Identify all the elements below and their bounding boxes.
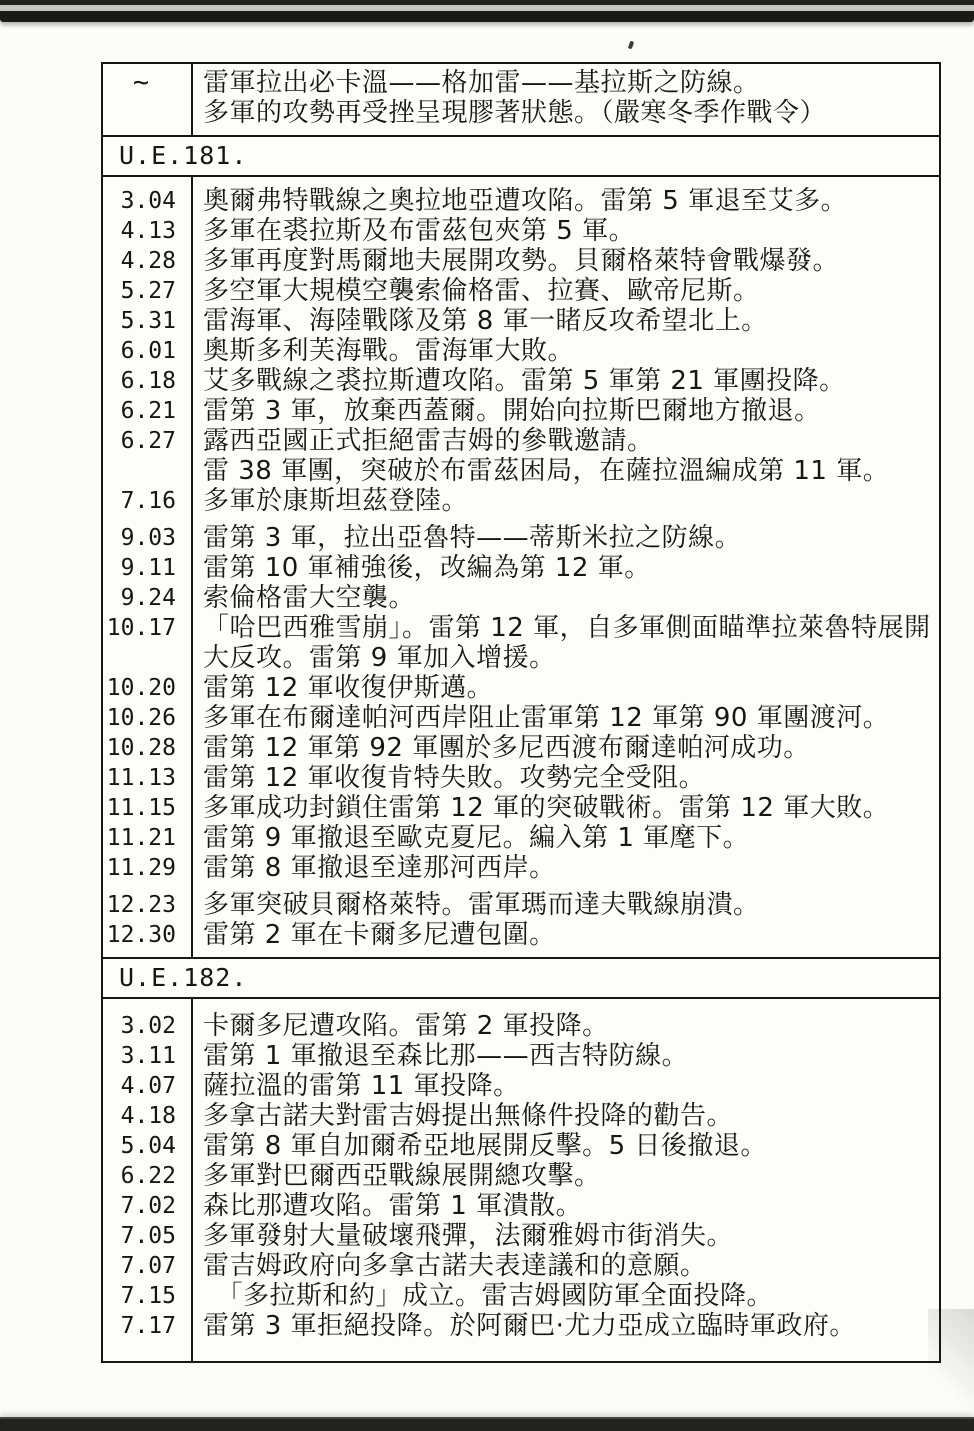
scan-speck — [628, 41, 634, 50]
row-date: 7.17 — [120, 1313, 176, 1339]
row-text: 雷第 8 軍撤退至達那河西岸。 — [203, 853, 556, 883]
row-text: 多軍在裘拉斯及布雷茲包夾第 5 軍。 — [203, 216, 636, 246]
row-text: 多軍成功封鎖住雷第 12 軍的突破戰術。雷第 12 軍大敗。 — [203, 793, 890, 823]
row-date: 3.04 — [120, 188, 176, 214]
timeline-row — [103, 1011, 939, 1041]
timeline-row — [103, 733, 939, 763]
timeline-row — [103, 523, 939, 553]
row-date: 4.13 — [120, 218, 176, 244]
timeline-row — [103, 703, 939, 733]
row-text: 雷第 9 軍撤退至歐克夏尼。編入第 1 軍麾下。 — [203, 823, 750, 853]
row-text: 雷第 2 軍在卡爾多尼遭包圍。 — [203, 920, 556, 950]
row-date: 3.11 — [120, 1043, 176, 1069]
row-text: 雷第 3 軍拒絕投降。於阿爾巴·尤力亞成立臨時軍政府。 — [203, 1311, 856, 1341]
row-text: 「多拉斯和約」成立。雷吉姆國防軍全面投降。 — [203, 1281, 774, 1311]
timeline-row — [103, 553, 939, 583]
row-text: 雷第 8 軍自加爾希亞地展開反擊。5 日後撤退。 — [203, 1131, 767, 1161]
row-date: 7.05 — [120, 1223, 176, 1249]
timeline-row — [103, 336, 939, 366]
row-text: 卡爾多尼遭攻陷。雷第 2 軍投降。 — [203, 1011, 609, 1041]
row-text: 多軍發射大量破壞飛彈，法爾雅姆市街消失。 — [203, 1221, 734, 1251]
row-date: 10.20 — [106, 675, 176, 701]
row-date: 11.21 — [106, 825, 176, 851]
row-date: 6.01 — [120, 338, 176, 364]
timeline-row — [103, 246, 939, 276]
era-181-rows — [103, 177, 939, 957]
row-text: 雷第 1 軍撤退至森比那——西吉特防線。 — [203, 1041, 689, 1071]
timeline-row — [103, 920, 939, 950]
timeline-row — [103, 486, 939, 516]
row-text: 奧斯多利芙海戰。雷海軍大敗。 — [203, 336, 575, 366]
row-date: 9.03 — [120, 525, 176, 551]
row-date: 6.21 — [120, 398, 176, 424]
timeline-row — [103, 456, 939, 486]
row-date: 12.23 — [106, 892, 176, 918]
row-date: 7.07 — [120, 1253, 176, 1279]
intro-row — [103, 64, 939, 135]
timeline-row — [103, 1131, 939, 1161]
row-text: 多軍突破貝爾格萊特。雷軍瑪而達夫戰線崩潰。 — [203, 890, 760, 920]
row-date: 6.27 — [120, 428, 176, 454]
timeline-row — [103, 1251, 939, 1281]
intro-line-1: 雷軍拉出必卡溫——格加雷——基拉斯之防線。 — [203, 68, 760, 98]
era-heading-182: U.E.182. — [103, 957, 939, 999]
row-date: 5.04 — [120, 1133, 176, 1159]
row-text: 雷第 12 軍第 92 軍團於多尼西渡布爾達帕河成功。 — [203, 733, 810, 763]
era-heading-181: U.E.181. — [103, 135, 939, 177]
row-text: 多軍再度對馬爾地夫展開攻勢。貝爾格萊特會戰爆發。 — [203, 246, 840, 276]
row-text: 雷第 12 軍收復伊斯邁。 — [203, 673, 494, 703]
row-text: 多拿古諾夫對雷吉姆提出無條件投降的勸告。 — [203, 1101, 734, 1131]
row-text: 薩拉溫的雷第 11 軍投降。 — [203, 1071, 520, 1101]
timeline-row — [103, 396, 939, 426]
row-date: 6.22 — [120, 1163, 176, 1189]
row-date: 4.07 — [120, 1073, 176, 1099]
row-date: 4.28 — [120, 248, 176, 274]
timeline-row — [103, 613, 939, 673]
timeline-row — [103, 426, 939, 456]
row-date: 11.13 — [106, 765, 176, 791]
row-text: 雷第 3 軍，放棄西蓋爾。開始向拉斯巴爾地方撤退。 — [203, 396, 821, 426]
row-date: 5.27 — [120, 278, 176, 304]
row-text: 雷第 3 軍，拉出亞魯特——蒂斯米拉之防線。 — [203, 523, 742, 553]
row-date: 9.11 — [120, 555, 176, 581]
column-divider — [191, 177, 193, 957]
row-text: 雷第 12 軍收復肯特失敗。攻勢完全受阻。 — [203, 763, 706, 793]
row-text: 多軍在布爾達帕河西岸阻止雷軍第 12 軍第 90 軍團渡河。 — [203, 703, 890, 733]
intro-date: ~ — [132, 67, 150, 98]
row-date: 7.16 — [120, 488, 176, 514]
page-edge-bottom-bar — [0, 1417, 974, 1431]
row-text: 艾多戰線之裘拉斯遭攻陷。雷第 5 軍第 21 軍團投降。 — [203, 366, 846, 396]
era-182-rows — [103, 999, 939, 1361]
row-text: 露西亞國正式拒絕雷吉姆的參戰邀請。 — [203, 426, 654, 456]
timeline-row — [103, 1191, 939, 1221]
row-text: 雷吉姆政府向多拿古諾夫表達議和的意願。 — [203, 1251, 707, 1281]
column-divider — [191, 64, 193, 135]
row-date: 3.02 — [120, 1013, 176, 1039]
row-date: 10.28 — [106, 735, 176, 761]
timeline-row — [103, 306, 939, 336]
timeline-row — [103, 890, 939, 920]
timeline-row — [103, 1281, 939, 1311]
row-text: 森比那遭攻陷。雷第 1 軍潰散。 — [203, 1191, 583, 1221]
row-date — [103, 456, 191, 486]
row-date: 10.26 — [106, 705, 176, 731]
timeline-row — [103, 216, 939, 246]
row-text: 奧爾弗特戰線之奧拉地亞遭攻陷。雷第 5 軍退至艾多。 — [203, 186, 848, 216]
row-text: 多軍於康斯坦茲登陸。 — [203, 486, 469, 516]
intro-text — [191, 68, 939, 135]
timeline-row — [103, 583, 939, 613]
row-date: 7.02 — [120, 1193, 176, 1219]
row-date: 9.24 — [120, 585, 176, 611]
row-date: 11.15 — [106, 795, 176, 821]
timeline-row — [103, 763, 939, 793]
row-text: 多空軍大規模空襲索倫格雷、拉賽、歐帝尼斯。 — [203, 276, 760, 306]
page-edge-top-bar2 — [0, 11, 974, 22]
row-date: 5.31 — [120, 308, 176, 334]
timeline-row — [103, 1041, 939, 1071]
row-text: 索倫格雷大空襲。 — [203, 583, 416, 613]
timeline-row — [103, 1161, 939, 1191]
timeline-row — [103, 1101, 939, 1131]
row-text: 「哈巴西雅雪崩」。雷第 12 軍，自多軍側面瞄準拉萊魯特展開大反攻。雷第 9 軍加入增援。 — [203, 613, 931, 673]
row-date: 11.29 — [106, 855, 176, 881]
timeline-row — [103, 853, 939, 883]
row-text: 雷第 10 軍補強後，改編為第 12 軍。 — [203, 553, 651, 583]
timeline-row — [103, 823, 939, 853]
timeline-row — [103, 276, 939, 306]
timeline-row — [103, 186, 939, 216]
timeline-row — [103, 793, 939, 823]
timeline-row — [103, 673, 939, 703]
timeline-row — [103, 1221, 939, 1251]
column-divider — [191, 999, 193, 1361]
row-date: 10.17 — [106, 615, 176, 641]
row-date: 12.30 — [106, 922, 176, 948]
intro-line-2: 多軍的攻勢再受挫呈現膠著狀態。（嚴寒冬季作戰令） — [203, 98, 827, 128]
page-corner-shade — [928, 1309, 974, 1419]
timeline-row — [103, 1311, 939, 1341]
row-text: 多軍對巴爾西亞戰線展開總攻擊。 — [203, 1161, 601, 1191]
row-date: 6.18 — [120, 368, 176, 394]
row-text: 雷海軍、海陸戰隊及第 8 軍一睹反攻希望北上。 — [203, 306, 768, 336]
timeline-row — [103, 1071, 939, 1101]
row-date: 7.15 — [120, 1283, 176, 1309]
row-date: 4.18 — [120, 1103, 176, 1129]
timeline-table — [101, 62, 941, 1363]
timeline-row — [103, 366, 939, 396]
row-text: 雷 38 軍團，突破於布雷茲困局，在薩拉溫編成第 11 軍。 — [203, 456, 890, 486]
